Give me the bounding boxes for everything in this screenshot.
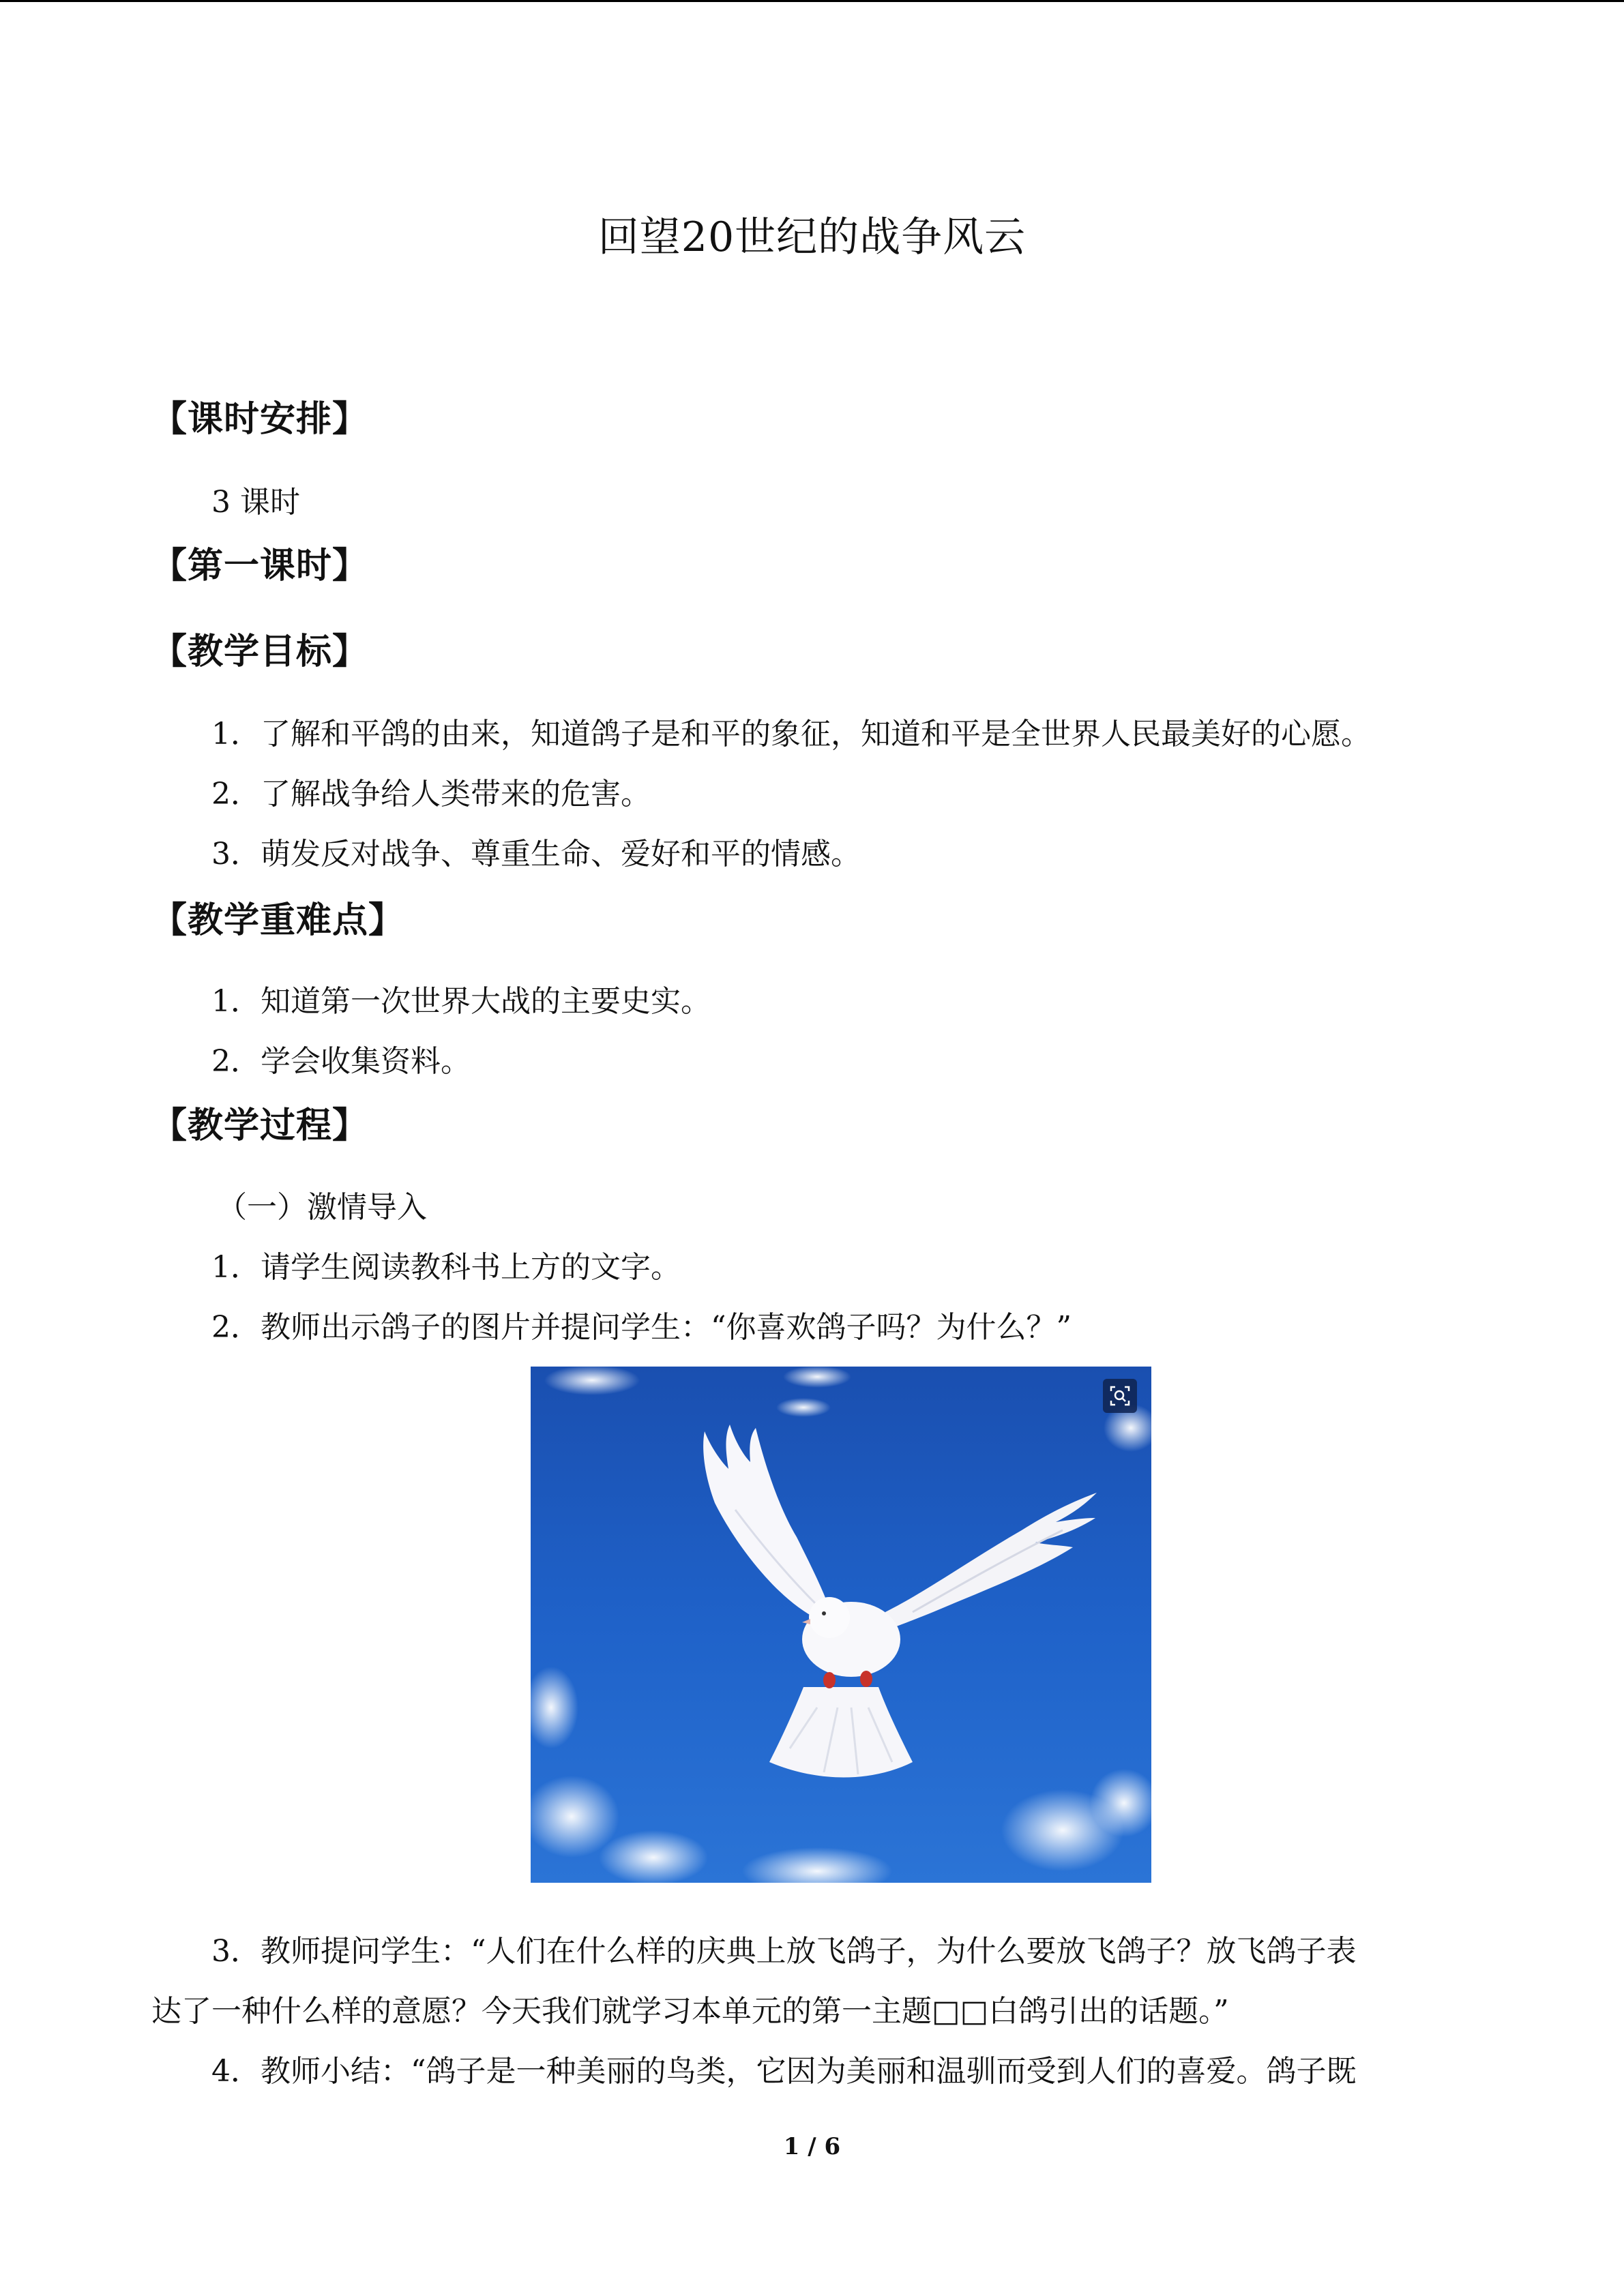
key-point-item: 2．学会收集资料。 bbox=[211, 1044, 471, 1079]
heading-goals: 【教学目标】 bbox=[151, 631, 369, 672]
process-step-continued: 达了一种什么样的意愿？今天我们就学习本单元的第一主题□□白鸽引出的话题。” bbox=[151, 1994, 1229, 2029]
goal-item: 3．萌发反对战争、尊重生命、爱好和平的情感。 bbox=[211, 837, 861, 871]
heading-process: 【教学过程】 bbox=[151, 1105, 369, 1146]
process-subheading: （一）激情导入 bbox=[217, 1190, 427, 1225]
page-number: 1 / 6 bbox=[783, 2133, 841, 2160]
dove-illustration bbox=[531, 1367, 1151, 1883]
top-border bbox=[0, 0, 1624, 2]
process-step: 2．教师出示鸽子的图片并提问学生：“你喜欢鸽子吗？为什么？” bbox=[211, 1310, 1072, 1345]
goal-item: 2．了解战争给人类带来的危害。 bbox=[211, 777, 651, 811]
process-step: 4．教师小结：“鸽子是一种美丽的鸟类，它因为美丽和温驯而受到人们的喜爱。鸽子既 bbox=[211, 2054, 1357, 2089]
zoom-icon[interactable] bbox=[1103, 1379, 1137, 1413]
page-title: 回望20世纪的战争风云 bbox=[597, 213, 1027, 261]
process-step: 3．教师提问学生：“人们在什么样的庆典上放飞鸽子，为什么要放飞鸽子？放飞鸽子表 bbox=[211, 1934, 1357, 1969]
heading-key-points: 【教学重难点】 bbox=[151, 899, 405, 941]
heading-lesson1: 【第一课时】 bbox=[151, 545, 369, 586]
heading-schedule: 【课时安排】 bbox=[151, 398, 369, 440]
process-step: 1．请学生阅读教科书上方的文字。 bbox=[211, 1250, 681, 1285]
goal-item: 1．了解和平鸽的由来，知道鸽子是和平的象征，知道和平是全世界人民最美好的心愿。 bbox=[211, 717, 1371, 751]
key-point-item: 1．知道第一次世界大战的主要史实。 bbox=[211, 984, 711, 1019]
dove-image bbox=[531, 1367, 1151, 1883]
schedule-text: 3 课时 bbox=[211, 485, 300, 520]
